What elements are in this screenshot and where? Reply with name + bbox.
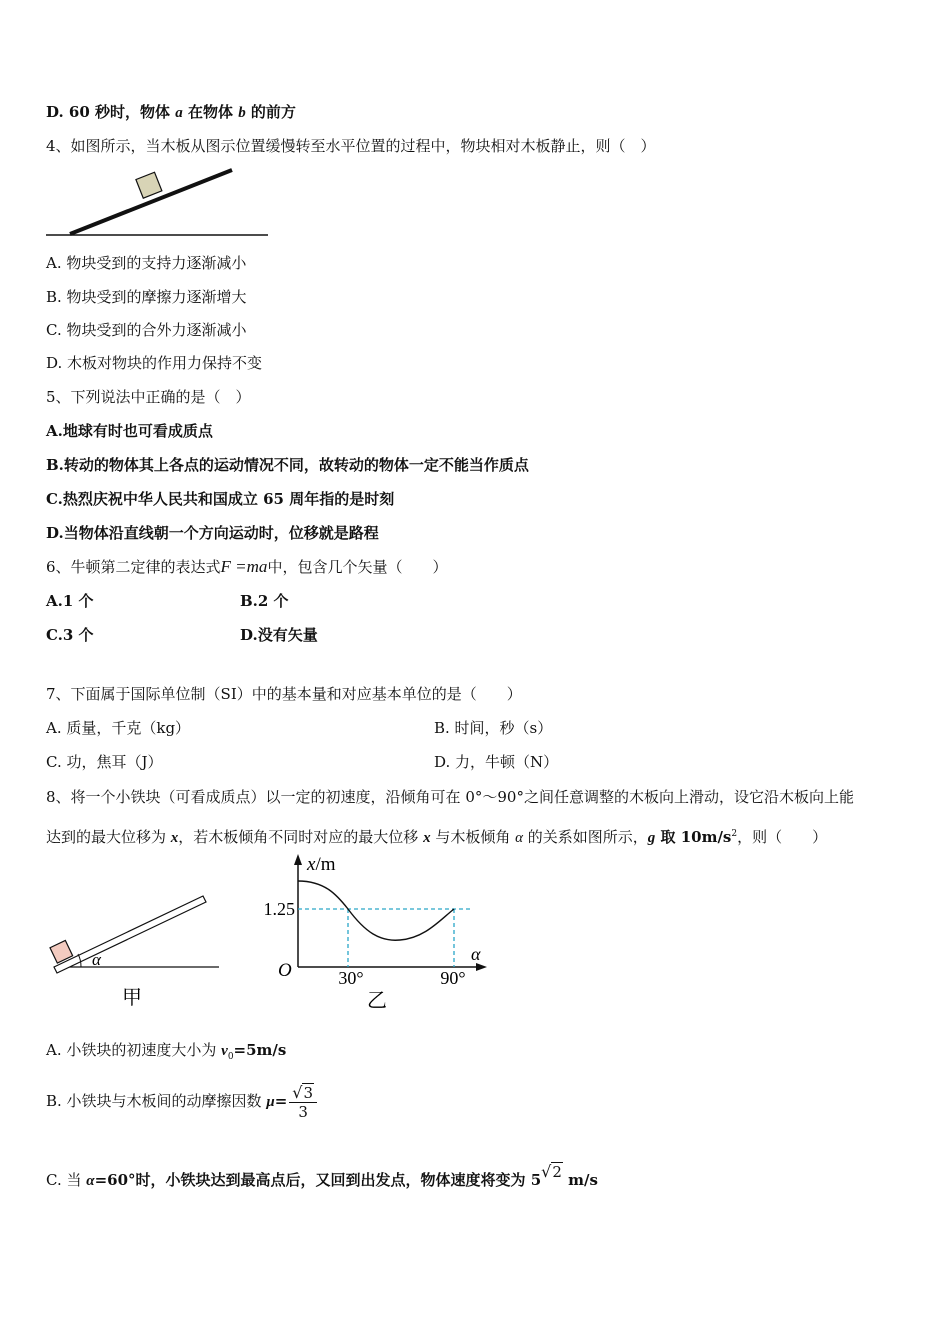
q8-option-b: B. 小铁块与木板间的动摩擦因数 μ= $\frac{√3}{3}$ bbox=[46, 1078, 317, 1125]
q8-stem-line2: 达到的最大位移为 x，若木板倾角不同时对应的最大位移 x 与木板倾角 α 的关系如图所示，g 取 $10m/s^2$，则（ ） bbox=[46, 828, 828, 846]
q4-figure-board bbox=[40, 165, 280, 245]
q8-right-caption: 乙 bbox=[367, 990, 387, 1012]
q8-stem-line1: 8、将一个小铁块（可看成质点）以一定的初速度，沿倾角可在 0°～90°之间任意调整的木板向上滑动，设它沿木板向上能 bbox=[46, 788, 854, 806]
q6-stem: 6、牛顿第二定律的表达式F =ma中，包含几个矢量（ ） bbox=[46, 557, 448, 576]
q5-option-b: B.转动的物体其上各点的运动情况不同，故转动的物体一定不能当作质点 bbox=[46, 456, 529, 474]
q7-option-d: D. 力，牛顿（N） bbox=[434, 753, 559, 771]
q6-option-b: B.2 个 bbox=[240, 592, 289, 610]
q8-right-x-label: α bbox=[471, 944, 481, 964]
q8-right-y-label: x/m bbox=[307, 854, 336, 875]
q5-option-d: D.当物体沿直线朝一个方向运动时，位移就是路程 bbox=[46, 524, 379, 542]
q4-option-b: B. 物块受到的摩擦力逐渐增大 bbox=[46, 288, 247, 306]
q5-stem: 5、下列说法中正确的是（ ） bbox=[46, 388, 251, 406]
q6-option-a: A.1 个 bbox=[46, 592, 94, 610]
q8-figure-right bbox=[255, 850, 495, 1015]
q8-right-y-tick: 1.25 bbox=[263, 899, 295, 919]
q8-left-angle-label: α bbox=[92, 950, 101, 969]
q8-figure-left bbox=[44, 890, 224, 1012]
q7-stem: 7、下面属于国际单位制（SI）中的基本量和对应基本单位的是（ ） bbox=[46, 685, 522, 703]
q6-option-c: C.3 个 bbox=[46, 626, 94, 644]
q8-right-origin: O bbox=[278, 960, 292, 981]
q8-option-a: A. 小铁块的初速度大小为 $v_0=5m/s$ bbox=[46, 1041, 287, 1062]
q8-left-caption: 甲 bbox=[122, 987, 142, 1009]
q6-formula: F =ma bbox=[220, 557, 268, 576]
q8-right-x-tick-30: 30° bbox=[338, 968, 364, 988]
q4-option-c: C. 物块受到的合外力逐渐减小 bbox=[46, 321, 247, 339]
q3-option-d: D. 60 秒时，物体 a 在物体 b 的前方 bbox=[46, 103, 296, 121]
q5-option-a: A.地球有时也可看成质点 bbox=[46, 422, 213, 440]
q4-stem: 4、如图所示，当木板从图示位置缓慢转至水平位置的过程中，物块相对木板静止，则（ ） bbox=[46, 137, 656, 155]
fraction-sqrt3-over-3: $\frac{√3}{3}$ bbox=[289, 1084, 317, 1121]
q4-option-d: D. 木板对物块的作用力保持不变 bbox=[46, 354, 263, 372]
q8-option-c: C. 当 α=60°时，小铁块达到最高点后，又回到出发点，物体速度将变为 5√2 m/s bbox=[46, 1162, 598, 1189]
q6-option-d: D.没有矢量 bbox=[240, 626, 318, 644]
q8-right-x-tick-90: 90° bbox=[440, 968, 466, 988]
q7-option-c: C. 功，焦耳（J） bbox=[46, 753, 163, 771]
q7-option-a: A. 质量，千克（kg） bbox=[46, 719, 191, 737]
q7-option-b: B. 时间，秒（s） bbox=[434, 719, 553, 737]
q4-option-a: A. 物块受到的支持力逐渐减小 bbox=[46, 254, 247, 272]
q5-option-c: C.热烈庆祝中华人民共和国成立 65 周年指的是时刻 bbox=[46, 490, 395, 508]
